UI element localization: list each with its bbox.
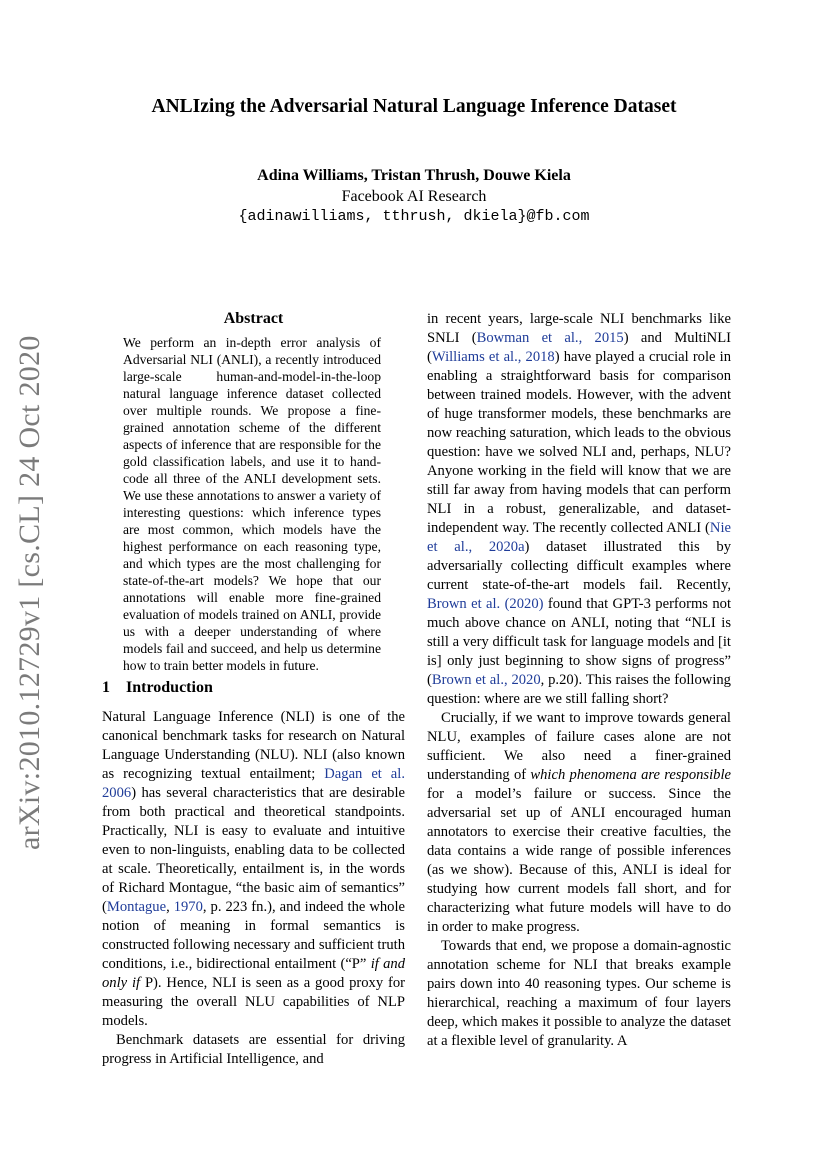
intro-paragraph-3 (427, 709, 731, 937)
text-run: ) has several characteristics that are desirable from both practical and theoretical standpoints. Practically, NLI is easy to evaluate and intuitive even to non-linguists, enabling data to be collected at scale. Theoretically, entailment is, in the words of Richard Montague, “the basic aim of semantics” ( (102, 785, 405, 915)
text-run: in recent years, large-scale NLI benchmarks like SNLI ( (427, 311, 731, 346)
text-run: ) and MultiNLI ( (427, 330, 731, 365)
author-names: Adina Williams, Tristan Thrush, Douwe Kiela (257, 167, 571, 184)
citation-link[interactable]: Brown et al. (2020) (427, 596, 544, 612)
text-run: , (166, 899, 174, 915)
right-column-body (427, 310, 731, 1051)
emphasis: which phenomena are responsible (530, 767, 731, 783)
text-run: ) have played a crucial role in enabling a straightforward basis for comparison between trained models. However, with the advent of huge transformer models, these benchmarks are now reaching saturation, which leads to the obvious question: have we solved NLI and, perhaps, NLU? Anyone working in the field will know that we are still far away from having models that can perform NLI in a robust, generalizable, and dataset-independent way. The recently collected ANLI ( (427, 349, 731, 536)
section-title: Introduction (126, 679, 213, 696)
arxiv-stamp[interactable]: arXiv:2010.12729v1 [cs.CL] 24 Oct 2020 (13, 335, 46, 850)
citation-link[interactable]: Williams et al., 2018 (431, 349, 555, 365)
section-number: 1 (102, 679, 110, 696)
abstract-text: We perform an in-depth error analysis of Adversarial NLI (ANLI), a recently introduced large-scale human-and-model-in-the-loop natural language inference dataset collected over multiple rounds. We propose a fine-grained annotation scheme of the different aspects of inference that are responsible for the gold classification labels, and use it to hand-code all three of the ANLI development sets. We use these annotations to answer a variety of interesting questions: which inference types are most common, which models have the highest performance on each reasoning type, and which types are the most challenging for state-of-the-art models? We hope that our annotations will enable more fine-grained evaluation of models trained on ANLI, provide us with a deeper understanding of where models fail and succeed, and help us determine how to train better models in future. (123, 335, 381, 673)
emphasis: if and only if (102, 956, 405, 991)
text-run: , p. 223 fn.), and indeed the whole notion of meaning in formal semantics is constructed following necessary and sufficient truth conditions, i.e., bidirectional entailment (“P” (102, 899, 406, 972)
affiliation: Facebook AI Research (341, 187, 487, 205)
intro-paragraph-4: Towards that end, we propose a domain-agnostic annotation scheme for NLI that breaks example pairs down into 40 reasoning types. Our scheme is hierarchical, reaching a maximum of four layers deep, which makes it possible to analyze the dataset at a flexible level of granularity. A (427, 938, 731, 1049)
author-block (0, 166, 828, 228)
text-run: for a model’s failure or success. Since the adversarial set up of ANLI encouraged human annotators to exercise their creative faculties, the data contains a wide range of possible inferences (as we show). Because of this, ANLI is ideal for studying how current models fall short, and for characterizing what future models will have to do in order to make progress. (427, 786, 731, 935)
citation-link[interactable]: Montague (106, 899, 167, 915)
citation-link[interactable]: Nie et al., 2020a (427, 520, 731, 555)
intro-paragraph-2: Benchmark datasets are essential for driving progress in Artificial Intelligence, and (102, 1032, 405, 1067)
citation-link[interactable]: Dagan et al. 2006 (102, 766, 405, 801)
citation-link[interactable]: Bowman et al., 2015 (476, 330, 624, 346)
abstract-heading: Abstract (223, 310, 284, 327)
section-heading-introduction (102, 679, 213, 697)
intro-paragraph-1 (102, 708, 405, 1031)
author-emails: {adinawilliams, tthrush, dkiela}@fb.com (238, 208, 590, 225)
intro-paragraph-2-cont (427, 310, 731, 709)
text-run: found that GPT-3 performs not much above chance on ANLI, noting that “NLI is still a very difficult task for language models and [it is] only just beginning to show signs of progress” ( (427, 596, 732, 688)
paper-title: ANLIzing the Adversarial Natural Language Inference Dataset (151, 96, 677, 117)
text-run: Natural Language Inference (NLI) is one of the canonical benchmark tasks for research on Natural Language Understanding (NLU). NLI (also known as recognizing textual entailment; (102, 709, 405, 782)
left-column-body (102, 708, 405, 1069)
text-run: Crucially, if we want to improve towards general NLU, examples of failure cases alone are not sufficient. We also need a finer-grained understanding of (427, 710, 731, 783)
text-run: P). Hence, NLI is seen as a good proxy for measuring the overall NLU capabilities of NLP models. (102, 975, 406, 1029)
text-run: ) dataset illustrated this by adversarially collecting difficult examples where current state-of-the-art models fail. Recently, (427, 539, 731, 593)
citation-link[interactable]: Brown et al., 2020 (431, 672, 541, 688)
text-run: , p.20). This raises the following question: where are we still falling short? (427, 672, 731, 707)
citation-link[interactable]: 1970 (173, 899, 203, 915)
